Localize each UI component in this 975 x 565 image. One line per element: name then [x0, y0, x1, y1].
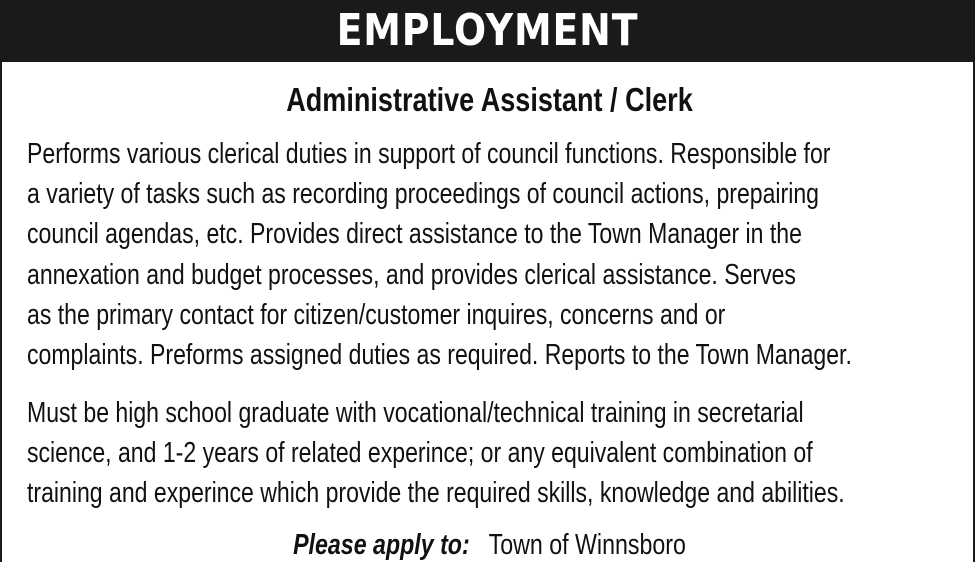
apply-recipient: Town of Winnsboro	[488, 529, 686, 561]
job-requirements	[27, 393, 845, 514]
description-line: annexation and budget processes, and provides clerical assistance. Serves	[27, 258, 796, 291]
job-title: Administrative Assistant / Clerk	[286, 81, 693, 118]
section-header	[0, 0, 975, 62]
requirements-line: Must be high school graduate with vocational/technical training in secretarial	[27, 397, 804, 429]
apply-label: Please apply to:	[293, 529, 470, 561]
requirements-line: training and experince which provide the required skills, knowledge and abilities.	[27, 477, 845, 510]
description-line: complaints. Preforms assigned duties as required. Reports to the Town Manager.	[27, 339, 852, 372]
description-line: a variety of tasks such as recording proceedings of council actions, prepairing	[27, 178, 819, 211]
section-title: EMPLOYMENT	[336, 5, 639, 56]
job-posting	[0, 62, 975, 562]
description-line: as the primary contact for citizen/customer inquires, concerns and or	[27, 298, 726, 331]
description-line: Performs various clerical duties in support of council functions. Responsible for	[27, 138, 831, 170]
requirements-line: science, and 1-2 years of related experince; or any equivalent combination of	[27, 437, 813, 470]
apply-instructions	[100, 525, 880, 565]
description-line: council agendas, etc. Provides direct assistance to the Town Manager in the	[27, 218, 802, 251]
job-description	[27, 134, 852, 375]
